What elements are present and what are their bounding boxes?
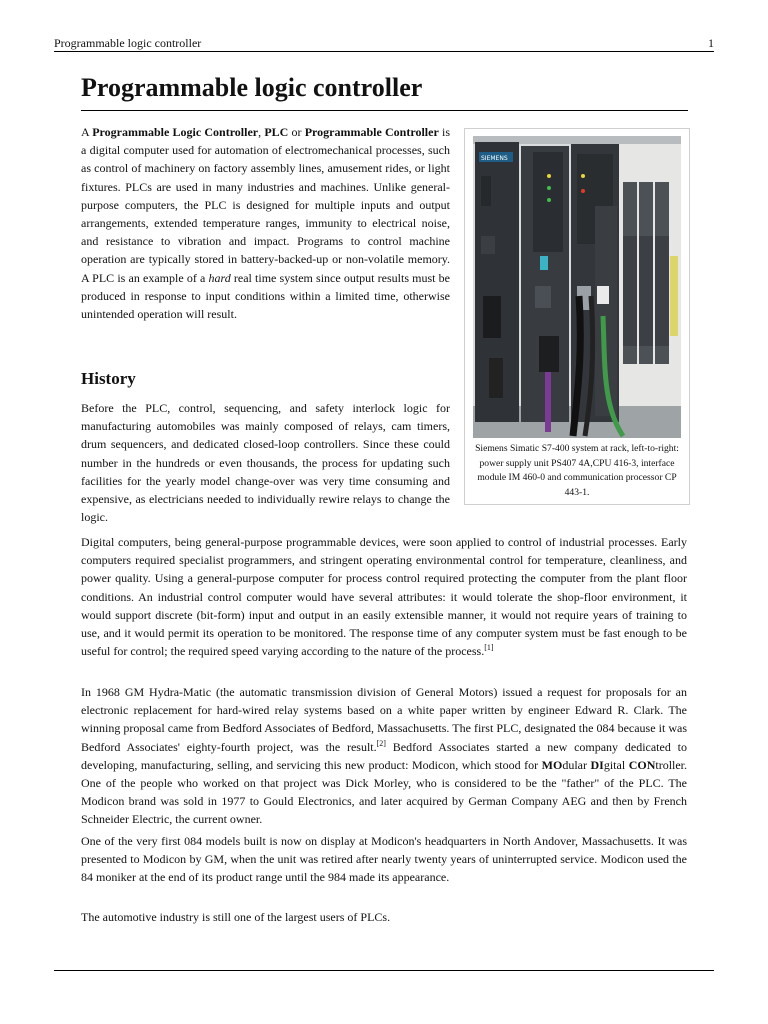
running-header [54, 35, 714, 52]
history-paragraph-5: The automotive industry is still one of the largest users of PLCs. [81, 910, 391, 924]
figure-caption: Siemens Simatic S7-400 system at rack, left-to-right: power supply unit PS407 4A,CPU 416-3, interface module IM 460-0 and communication processor CP 443-1. [475, 443, 679, 498]
reference-link-1[interactable]: [1] [484, 643, 494, 653]
svg-text:SIEMENS: SIEMENS [481, 155, 508, 162]
running-title: Programmable logic controller [54, 36, 202, 50]
history-paragraph-4: One of the very first 084 models built is now on display at Modicon's headquarters in North Andover, Massachusetts. It was presented to Modicon by GM, when the unit was retired after nearly twenty years of uninterrupted service. Modicon used the 84 moniker at the end of its product range until the 984 made its appearance. [81, 834, 687, 885]
footer-divider [54, 970, 714, 971]
reference-link-2[interactable]: [2] [376, 738, 386, 748]
plc-rack-photo [473, 136, 681, 438]
page-number: 1 [708, 36, 714, 50]
intro-paragraph: A Programmable Logic Controller, PLC or Programmable Controller is a digital computer used for automation of electromechanical processes, such as control of machinery on factory assembly lines, amusement rides, or light fixtures. PLCs are used in many industries and machines. Unlike general-purpose computers, the PLC is designed for multiple inputs and output arrangements, extended temperature ranges, immunity to electrical noise, and resistance to vibration and impact. Programs to control machine operation are typically stored in battery-backed-up or non-volatile memory. A PLC is an example of a hard real time system since output results must be produced in response to input conditions within a limited time, otherwise unintended operation will result. [81, 125, 451, 322]
history-paragraph-2: Digital computers, being general-purpose programmable devices, were soon applied to control of industrial processes. Early computers required specialist programmers, and stringent operating environmental control for temperature, cleanliness, and power quality. Using a general-purpose computer for process control required protecting the computer from the plant floor conditions. An industrial control computer would have several attributes: it would tolerate the shop-floor environment, it would support discrete (bit-form) input and output in an easily extensible manner, it would not require years of training to use, and it would permit its operation to be monitored. The response time of any computer system must be fast enough to be useful for control; the required speed varying according to the nature of the process.[1] [81, 535, 687, 659]
section-heading-history: History [81, 369, 136, 388]
history-paragraph-3: In 1968 GM Hydra-Matic (the automatic transmission division of General Motors) issued a request for proposals for an electronic replacement for hard-wired relay systems based on a white paper written by engineer Edward R. Clark. The winning proposal came from Bedford Associates of Bedford, Massachusetts. The first PLC, designated the 084 because it was Bedford Associates' eighty-fourth project, was the result.[2] Bedford Associates started a new company dedicated to developing, manufacturing, selling, and servicing this new product: Modicon, which stood for MOdular DIgital CONtroller. One of the people who worked on that project was Dick Morley, who is considered to be the "father" of the PLC. The Modicon brand was sold in 1977 to Gould Electronics, and later acquired by German Company AEG and then by French Schneider Electric, the current owner. [81, 685, 688, 827]
history-paragraph-1: Before the PLC, control, sequencing, and safety interlock logic for manufacturing automobiles was mainly composed of relays, cam timers, drum sequencers, and dedicated closed-loop controllers. Since these could number in the hundreds or even thousands, the process for updating such facilities for the yearly model change-over was very time consuming and expensive, as electricians needed to individually rewire relays to change the logic. [81, 401, 450, 525]
plc-figure [464, 128, 690, 505]
page-title: Programmable logic controller [81, 70, 688, 111]
